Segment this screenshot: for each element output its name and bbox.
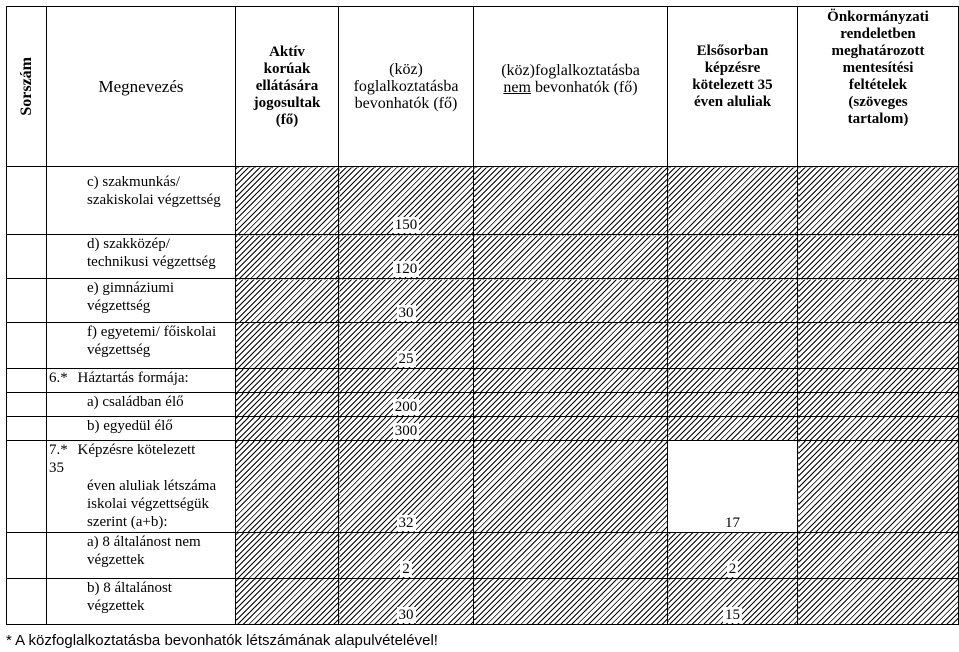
row-label-line: végzettek (87, 552, 145, 568)
row-label-line: a) családban élő (87, 394, 184, 410)
header-onkormanyzati-line: feltételek (848, 77, 908, 93)
header-aktiv-line: ellátására (255, 78, 319, 94)
bevonhatok-value: 25 (398, 351, 414, 367)
hatched-cell (668, 323, 798, 369)
footnote: * A közfoglalkoztatásba bevonhatók létszámának alapulvételével! (6, 632, 438, 649)
hatched-cell (236, 235, 339, 279)
row-label-line: iskolai végzettségük (87, 496, 210, 512)
row-label-line: szerint (a+b): (87, 514, 168, 530)
row-label-line: d) szakközép/ (87, 236, 170, 252)
hatched-cell (474, 417, 668, 441)
sorszam-cell (7, 417, 47, 441)
row-label (47, 235, 236, 279)
header-row (7, 7, 959, 167)
row-label (47, 579, 236, 625)
data-table (6, 6, 959, 625)
row-label-line: Háztartás formája: (77, 370, 189, 386)
hatched-cell (236, 533, 339, 579)
row-label-line: f) egyetemi/ főiskolai (87, 324, 217, 340)
bevonhatok-value-cell (339, 417, 474, 441)
bevonhatok-value: 120 (394, 261, 418, 277)
hatched-cell (474, 235, 668, 279)
hatched-cell (798, 369, 959, 393)
hatched-cell (798, 533, 959, 579)
header-bevonhatok-line: (köz) (389, 61, 423, 78)
hatched-cell (236, 369, 339, 393)
row-label (47, 441, 236, 533)
header-onkormanyzati-line: tartalom) (847, 111, 909, 127)
header-elsosorban-line: Elsősorban (696, 43, 769, 59)
header-megnevezes: Megnevezés (47, 7, 236, 167)
header-onkormanyzati-line: meghatározott (831, 43, 925, 59)
header-aktiv-line: (fő) (275, 112, 299, 128)
bevonhatok-value-cell (339, 533, 474, 579)
table-row (7, 167, 959, 235)
row-label-line: technikusi végzettség (87, 254, 216, 270)
hatched-cell (236, 323, 339, 369)
bevonhatok-value-cell (339, 393, 474, 417)
table-row (7, 323, 959, 369)
elsosorban-value-cell (668, 441, 798, 533)
row-label-line: szakiskolai végzettség (87, 192, 221, 208)
hatched-cell (474, 279, 668, 323)
header-aktiv-line: korúak (263, 61, 311, 77)
sorszam-cell (7, 323, 47, 369)
header-sorszam (7, 7, 47, 167)
row-label-line: b) 8 általánost (87, 580, 172, 596)
row-label (47, 279, 236, 323)
header-nem-bevonhatok-line: (köz)foglalkoztatásba (501, 62, 640, 79)
row-label-line: éven aluliak létszáma (87, 478, 217, 494)
row-label-line: a) 8 általánost nem (87, 534, 201, 550)
sorszam-cell (7, 393, 47, 417)
bevonhatok-value: 200 (394, 399, 418, 415)
hatched-cell (236, 579, 339, 625)
header-bevonhatok-line: bevonhatók (fő) (354, 95, 458, 112)
table-row (7, 579, 959, 625)
header-bevonhatok (339, 7, 474, 167)
bevonhatok-value: 30 (398, 607, 414, 623)
table-row (7, 235, 959, 279)
header-bevonhatok-line: foglalkoztatásba (353, 78, 459, 95)
hatched-cell (798, 417, 959, 441)
table-row (7, 417, 959, 441)
hatched-cell (474, 579, 668, 625)
header-nem-rest: bevonhatók (fő) (530, 79, 638, 96)
sorszam-cell (7, 279, 47, 323)
hatched-cell (236, 279, 339, 323)
elsosorban-value: 2 (728, 561, 737, 577)
hatched-cell (474, 369, 668, 393)
hatched-cell (668, 167, 798, 235)
hatched-cell (668, 235, 798, 279)
row-label (47, 533, 236, 579)
header-onkormanyzati-line: (szöveges (848, 94, 908, 110)
bevonhatok-value-cell (339, 441, 474, 533)
bevonhatok-value: 300 (394, 423, 418, 439)
elsosorban-value-cell (668, 533, 798, 579)
hatched-cell (798, 579, 959, 625)
hatched-cell (798, 235, 959, 279)
elsosorban-value: 15 (725, 607, 740, 623)
elsosorban-value-cell (668, 579, 798, 625)
hatched-cell (236, 417, 339, 441)
header-elsosorban-line: éven aluliak (693, 94, 772, 110)
hatched-cell (474, 393, 668, 417)
bevonhatok-value-cell (339, 323, 474, 369)
bevonhatok-value-cell (339, 279, 474, 323)
hatched-cell (798, 323, 959, 369)
header-onkormanyzati (798, 7, 959, 167)
row-label (47, 417, 236, 441)
row-label-line: végzettek (87, 598, 145, 614)
header-nem-bevonhatok (474, 7, 668, 167)
hatched-cell (474, 441, 668, 533)
header-aktiv (236, 7, 339, 167)
elsosorban-value: 17 (725, 515, 740, 531)
table-row (7, 279, 959, 323)
bevonhatok-value: 150 (394, 217, 418, 233)
bevonhatok-value: 2 (402, 561, 410, 577)
hatched-cell (798, 441, 959, 533)
row-label-line: b) egyedül élő (87, 418, 173, 434)
bevonhatok-value-cell (339, 235, 474, 279)
header-elsosorban-line: kötelezett 35 (692, 77, 773, 93)
hatched-cell (668, 417, 798, 441)
sorszam-cell (7, 533, 47, 579)
row-label (47, 393, 236, 417)
header-nem-bevonhatok-line (474, 79, 667, 96)
row-label (47, 369, 236, 393)
row-number: 6.* (49, 370, 68, 386)
hatched-cell (236, 393, 339, 417)
bevonhatok-value-cell (339, 167, 474, 235)
header-nem-underlined: nem (503, 79, 531, 96)
sorszam-cell (7, 579, 47, 625)
hatched-cell (668, 279, 798, 323)
hatched-cell (668, 393, 798, 417)
hatched-cell (798, 393, 959, 417)
row-label (47, 323, 236, 369)
header-sorszam-text: Sorszám (18, 57, 35, 116)
hatched-cell (474, 533, 668, 579)
row-label-line: végzettség (87, 342, 151, 358)
hatched-cell (798, 279, 959, 323)
table-row (7, 393, 959, 417)
row-label-line: e) gimnáziumi (87, 280, 175, 296)
hatched-cell (668, 369, 798, 393)
hatched-cell (339, 369, 474, 393)
header-aktiv-line: jogosultak (253, 95, 321, 111)
bevonhatok-value-cell (339, 579, 474, 625)
row-number: 7.* (49, 442, 68, 458)
header-onkormanyzati-line: Önkormányzati (827, 9, 929, 25)
hatched-cell (236, 441, 339, 533)
row-label-line: Képzésre kötelezett 35 (49, 442, 196, 476)
table-row (7, 441, 959, 533)
header-elsosorban (668, 7, 798, 167)
table-row (7, 369, 959, 393)
row-label-line: c) szakmunkás/ (87, 174, 180, 190)
header-aktiv-line: Aktív (269, 44, 305, 60)
bevonhatok-value: 30 (398, 305, 414, 321)
header-onkormanyzati-line: rendeletben (840, 26, 916, 42)
sorszam-cell (7, 235, 47, 279)
sorszam-cell (7, 167, 47, 235)
hatched-cell (474, 323, 668, 369)
row-label-line: végzettség (87, 298, 151, 314)
header-onkormanyzati-line: mentesítési (842, 60, 914, 76)
bevonhatok-value: 32 (398, 515, 414, 531)
table-row (7, 533, 959, 579)
hatched-cell (798, 167, 959, 235)
hatched-cell (236, 167, 339, 235)
row-label (47, 167, 236, 235)
hatched-cell (474, 167, 668, 235)
header-elsosorban-line: képzésre (704, 60, 761, 76)
